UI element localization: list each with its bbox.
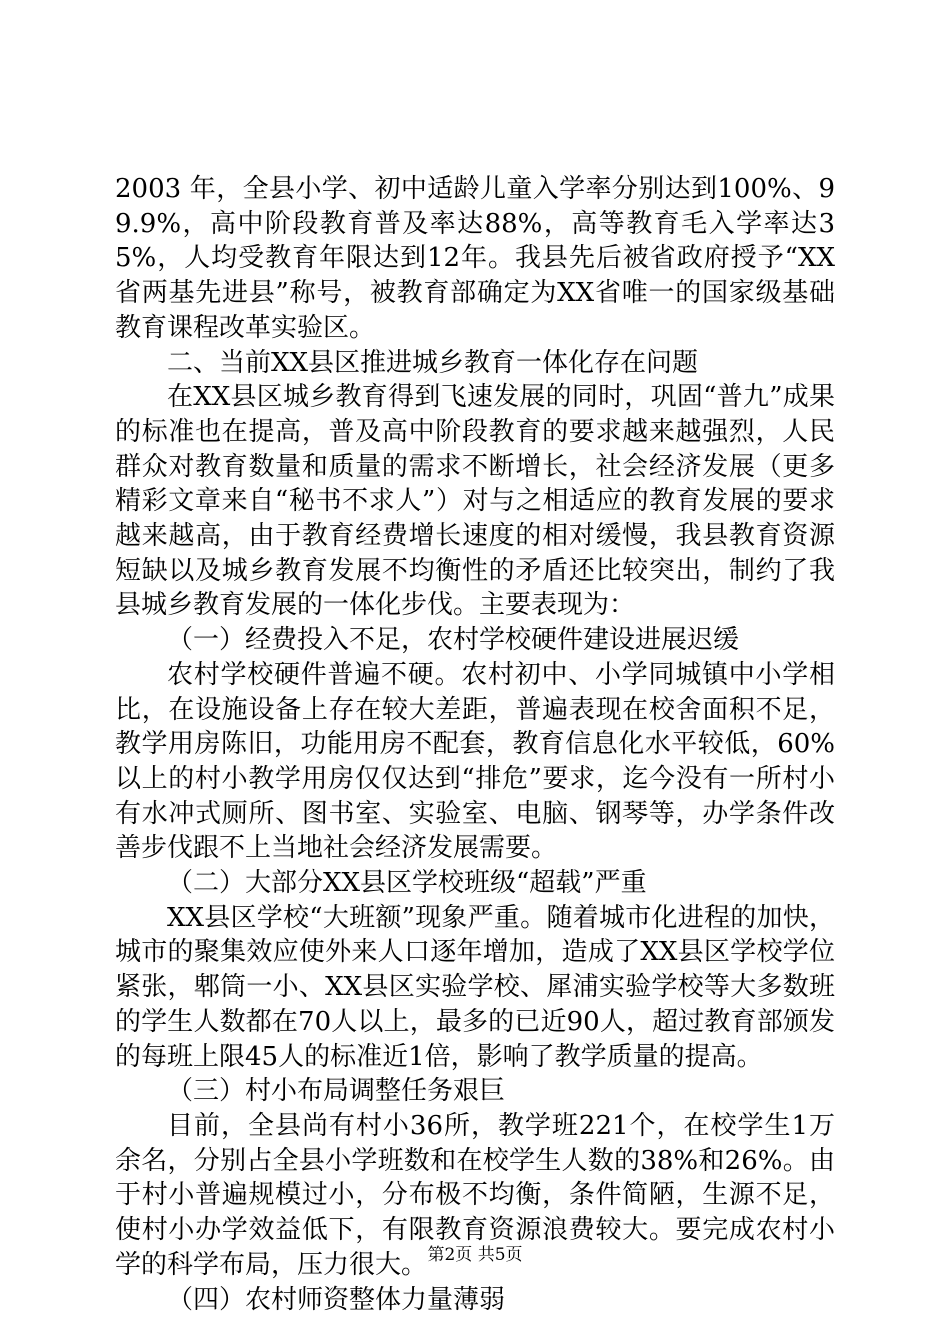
page-number-label: 第2页 共5页 (427, 1245, 523, 1265)
subheading-village-schools: （三）村小布局调整任务艰巨 (167, 1076, 506, 1107)
subheading-class-size: （二）大部分XX县区学校班级“超载”严重 (167, 868, 647, 899)
section-heading-problems: 二、当前XX县区推进城乡教育一体化存在问题 (167, 347, 699, 378)
subheading-teachers: （四）农村师资整体力量薄弱 (167, 1284, 506, 1315)
paragraph-funding: 农村学校硬件普遍不硬。农村初中、小学同城镇中小学相比，在设施设备上存在较大差距，普遍表现在校舍面积不足，教学用房陈旧，功能用房不配套，教育信息化水平较低，60%以上的村小教学用房仅仅达到“排危”要求，迄今没有一所村小有水冲式厕所、图书室、实验室、电脑、钢琴等，办学条件改善步伐跟不上当地社会经济发展需要。 (115, 659, 835, 864)
paragraph-village-schools: 目前，全县尚有村小36所，教学班221个，在校学生1万余名，分别占全县小学班数和在校学生人数的38%和26%。由于村小普遍规模过小，分布极不均衡，条件简陋，生源不足，使村小办学效益低下，有限教育资源浪费较大。要完成农村小学的科学布局，压力很大。 (115, 1110, 835, 1280)
paragraph-problems-intro: 在XX县区城乡教育得到飞速发展的同时，巩固“普九”成果的标准也在提高，普及高中阶段教育的要求越来越强烈，人民群众对教育数量和质量的需求不断增长，社会经济发展（更多精彩文章来自“秘书不求人”）对与之相适应的教育发展的要求越来越高，由于教育经费增长速度的相对缓慢，我县教育资源短缺以及城乡教育发展不均衡性的矛盾还比较突出，制约了我县城乡教育发展的一体化步伐。主要表现为： (115, 382, 835, 621)
paragraph-class-size: XX县区学校“大班额”现象严重。随着城市化进程的加快，城市的聚集效应使外来人口逐年增加，造成了XX县区学校学位紧张，郫筒一小、XX县区实验学校、犀浦实验学校等大多数班的学生人数都在70人以上，最多的已近90人，超过教育部颁发的每班上限45人的标准近1倍，影响了教学质量的提高。 (115, 902, 835, 1072)
subheading-funding: （一）经费投入不足，农村学校硬件建设进展迟缓 (167, 625, 740, 656)
paragraph-enrollment-stats: 2003 年，全县小学、初中适龄儿童入学率分别达到100%、99.9%，高中阶段教育普及率达88%，高等教育毛入学率达35%，人均受教育年限达到12年。我县先后被省政府授予“XX省两基先进县”称号，被教育部确定为XX省唯一的国家级基础教育课程改革实验区。 (115, 174, 835, 343)
page-footer (0, 1240, 950, 1265)
document-body (115, 172, 835, 1317)
